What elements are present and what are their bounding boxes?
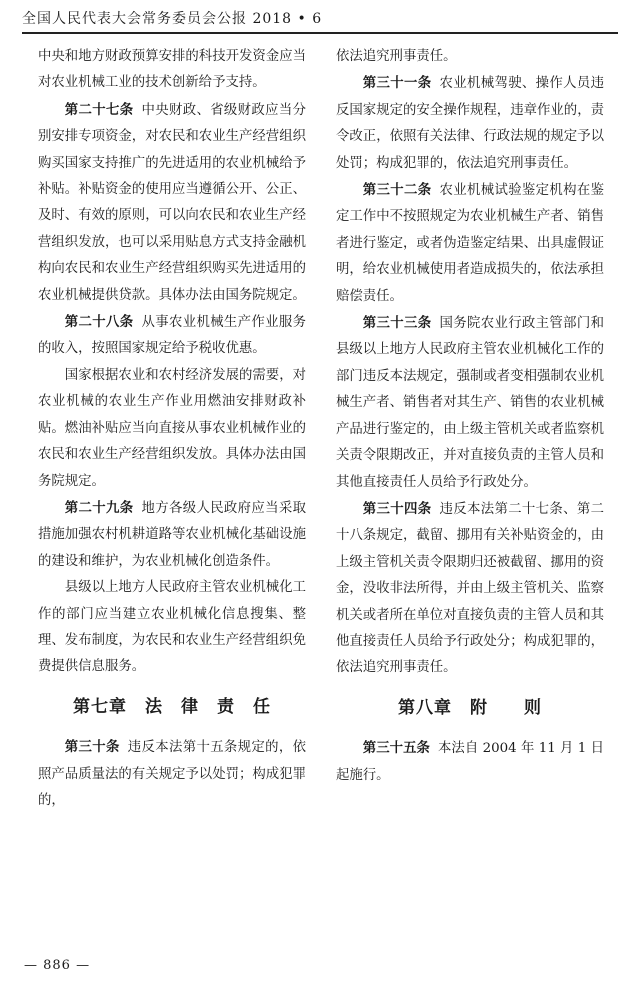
page-number: — 886 — bbox=[24, 958, 91, 973]
article-paragraph bbox=[38, 734, 306, 814]
left-column bbox=[38, 44, 306, 814]
paragraph-text: 中央财政、省级财政应当分别安排专项资金，对农民和农业生产经营组织购买国家支持推广的先进适用的农业机械给予补贴。补贴资金的使用应当遵循公开、公正、及时、有效的原则，可以向农民和农业生产经营组织发放，也可以采用贴息方式支持金融机构向农民和农业生产经营组织购买先进适用的农业机械提供贷款。具体办法由国务院规定。 bbox=[38, 102, 307, 303]
journal-header: 全国人民代表大会常务委员会公报 2018 • 6 bbox=[22, 11, 323, 27]
paragraph-text: 本法自 2004 年 11 月 1 日起施行。 bbox=[336, 741, 604, 783]
paragraph-text: 农业机械试验鉴定机构在鉴定工作中不按照规定为农业机械生产者、销售者进行鉴定，或者伪造鉴定结果、出具虚假证明，给农业机械使用者造成损失的，依法承担赔偿责任。 bbox=[336, 183, 605, 304]
article-number: 第二十九条 bbox=[64, 499, 134, 516]
article-paragraph bbox=[38, 495, 306, 575]
article-number: 第二十八条 bbox=[64, 314, 134, 331]
paragraph-text: 依法追究刑事责任。 bbox=[336, 49, 457, 64]
chapter-heading: 第八章 附 则 bbox=[398, 697, 542, 718]
article-number: 第三十条 bbox=[64, 739, 120, 756]
article-paragraph bbox=[38, 309, 306, 363]
paragraph bbox=[336, 44, 604, 70]
paragraph bbox=[38, 363, 306, 495]
article-number: 第三十一条 bbox=[362, 75, 432, 92]
paragraph-text: 地方各级人民政府应当采取措施加强农村机耕道路等农业机械化基础设施的建设和维护，为农业机械化创造条件。 bbox=[38, 500, 307, 569]
article-number: 第三十二条 bbox=[362, 182, 432, 199]
paragraph bbox=[38, 44, 306, 97]
paragraph-text: 国家根据农业和农村经济发展的需要，对农业机械的农业生产作业用燃油安排财政补贴。燃油补贴应当向直接从事农业机械作业的农民和农业生产经营组织发放。具体办法由国务院规定。 bbox=[38, 367, 306, 489]
paragraph-text: 国务院农业行政主管部门和县级以上地方人民政府主管农业机械化工作的部门违反本法规定，强制或者变相强制农业机械生产者、销售者对其生产、销售的农业机械产品进行鉴定的，由上级主管机关或者监察机关责令限期改正，并对直接负责的主管人员和其他直接责任人员给予行政处分。 bbox=[336, 316, 605, 490]
article-paragraph bbox=[336, 735, 604, 789]
paragraph-text: 县级以上地方人民政府主管农业机械化工作的部门应当建立农业机械化信息搜集、整理、发布制度，为农民和农业生产经营组织免费提供信息服务。 bbox=[38, 580, 306, 675]
article-paragraph bbox=[336, 177, 604, 310]
article-paragraph bbox=[336, 310, 604, 496]
article-number: 第三十三条 bbox=[362, 315, 432, 332]
header-rule bbox=[22, 32, 618, 34]
paragraph-text: 从事农业机械生产作业服务的收入，按照国家规定给予税收优惠。 bbox=[38, 315, 307, 357]
article-number: 第三十四条 bbox=[362, 500, 432, 517]
paragraph-text: 农业机械驾驶、操作人员违反国家规定的安全操作规程，违章作业的，责令改正，依照有关法律、行政法规的规定予以处罚；构成犯罪的，依法追究刑事责任。 bbox=[336, 76, 605, 171]
right-column bbox=[336, 44, 604, 789]
article-paragraph bbox=[336, 496, 604, 682]
chapter-heading: 第七章 法 律 责 任 bbox=[73, 696, 271, 717]
paragraph-text: 中央和地方财政预算安排的科技开发资金应当对农业机械工业的技术创新给予支持。 bbox=[38, 49, 306, 91]
article-number: 第二十七条 bbox=[64, 101, 134, 118]
article-paragraph bbox=[38, 97, 306, 309]
article-paragraph bbox=[336, 70, 604, 177]
paragraph bbox=[38, 575, 306, 681]
paragraph-text: 违反本法第二十七条、第二十八条规定，截留、挪用有关补贴资金的，由上级主管机关责令限期归还被截留、挪用的资金，没收非法所得，并由上级主管机关、监察机关或者所在单位对直接负责的主管人员和其他直接责任人员给予行政处分；构成犯罪的，依法追究刑事责任。 bbox=[336, 501, 605, 676]
paragraph-text: 违反本法第十五条规定的，依照产品质量法的有关规定予以处罚；构成犯罪的， bbox=[38, 740, 307, 808]
article-number: 第三十五条 bbox=[362, 740, 430, 757]
